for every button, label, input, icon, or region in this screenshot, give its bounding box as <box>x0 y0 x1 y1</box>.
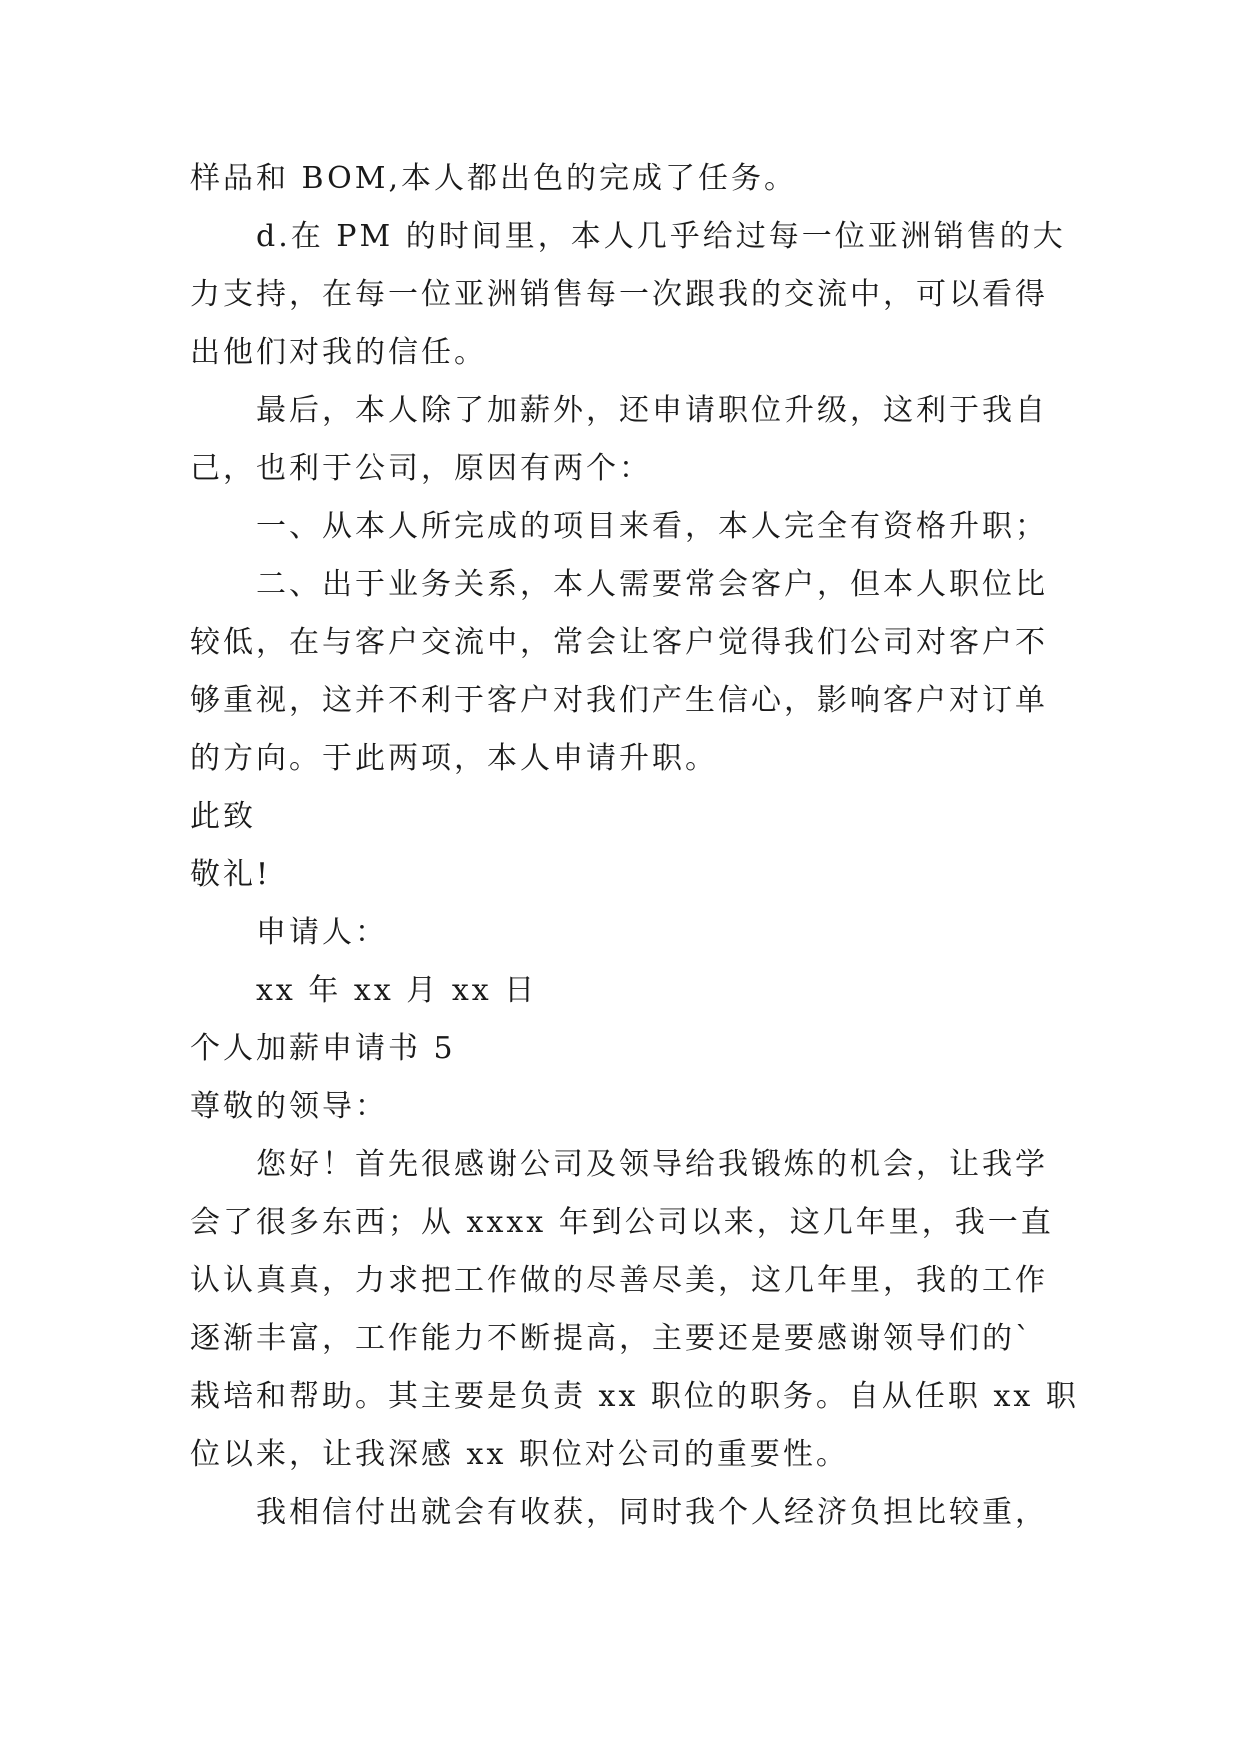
body-line: d.在 PM 的时间里，本人几乎给过每一位亚洲销售的大 <box>256 219 1066 254</box>
date-line: xx 年 xx 月 xx 日 <box>256 973 538 1008</box>
body-line: 最后，本人除了加薪外，还申请职位升级，这利于我自 <box>256 393 1048 428</box>
body-line: 二、出于业务关系，本人需要常会客户，但本人职位比 <box>256 567 1048 602</box>
body-line: 我相信付出就会有收获，同时我个人经济负担比较重， <box>256 1495 1048 1530</box>
closing-regards: 敬礼! <box>190 857 272 892</box>
body-line: 栽培和帮助。其主要是负责 xx 职位的职务。自从任职 xx 职 <box>190 1379 1079 1414</box>
body-line: 出他们对我的信任。 <box>190 335 487 370</box>
body-line: 力支持，在每一位亚洲销售每一次跟我的交流中，可以看得 <box>190 277 1048 312</box>
body-line: 较低，在与客户交流中，常会让客户觉得我们公司对客户不 <box>190 625 1048 660</box>
body-line: 认认真真，力求把工作做的尽善尽美，这几年里，我的工作 <box>190 1263 1048 1298</box>
greeting: 尊敬的领导： <box>190 1089 388 1124</box>
body-line: 您好！首先很感谢公司及领导给我锻炼的机会，让我学 <box>256 1147 1048 1182</box>
section-title: 个人加薪申请书 5 <box>190 1031 456 1066</box>
body-line: 位以来，让我深感 xx 职位对公司的重要性。 <box>190 1437 849 1472</box>
body-line: 够重视，这并不利于客户对我们产生信心，影响客户对订单 <box>190 683 1048 718</box>
body-line: 一、从本人所完成的项目来看，本人完全有资格升职； <box>256 509 1048 544</box>
body-line: 己，也利于公司，原因有两个： <box>190 451 652 486</box>
body-line: 逐渐丰富，工作能力不断提高，主要还是要感谢领导们的` <box>190 1321 1033 1356</box>
body-line: 样品和 BOM,本人都出色的完成了任务。 <box>190 161 797 196</box>
document-body <box>190 150 1079 1542</box>
closing-salutation: 此致 <box>190 799 256 834</box>
applicant-label: 申请人： <box>256 915 388 950</box>
body-line: 的方向。于此两项，本人申请升职。 <box>190 741 718 776</box>
body-line: 会了很多东西；从 xxxx 年到公司以来，这几年里，我一直 <box>190 1205 1054 1240</box>
